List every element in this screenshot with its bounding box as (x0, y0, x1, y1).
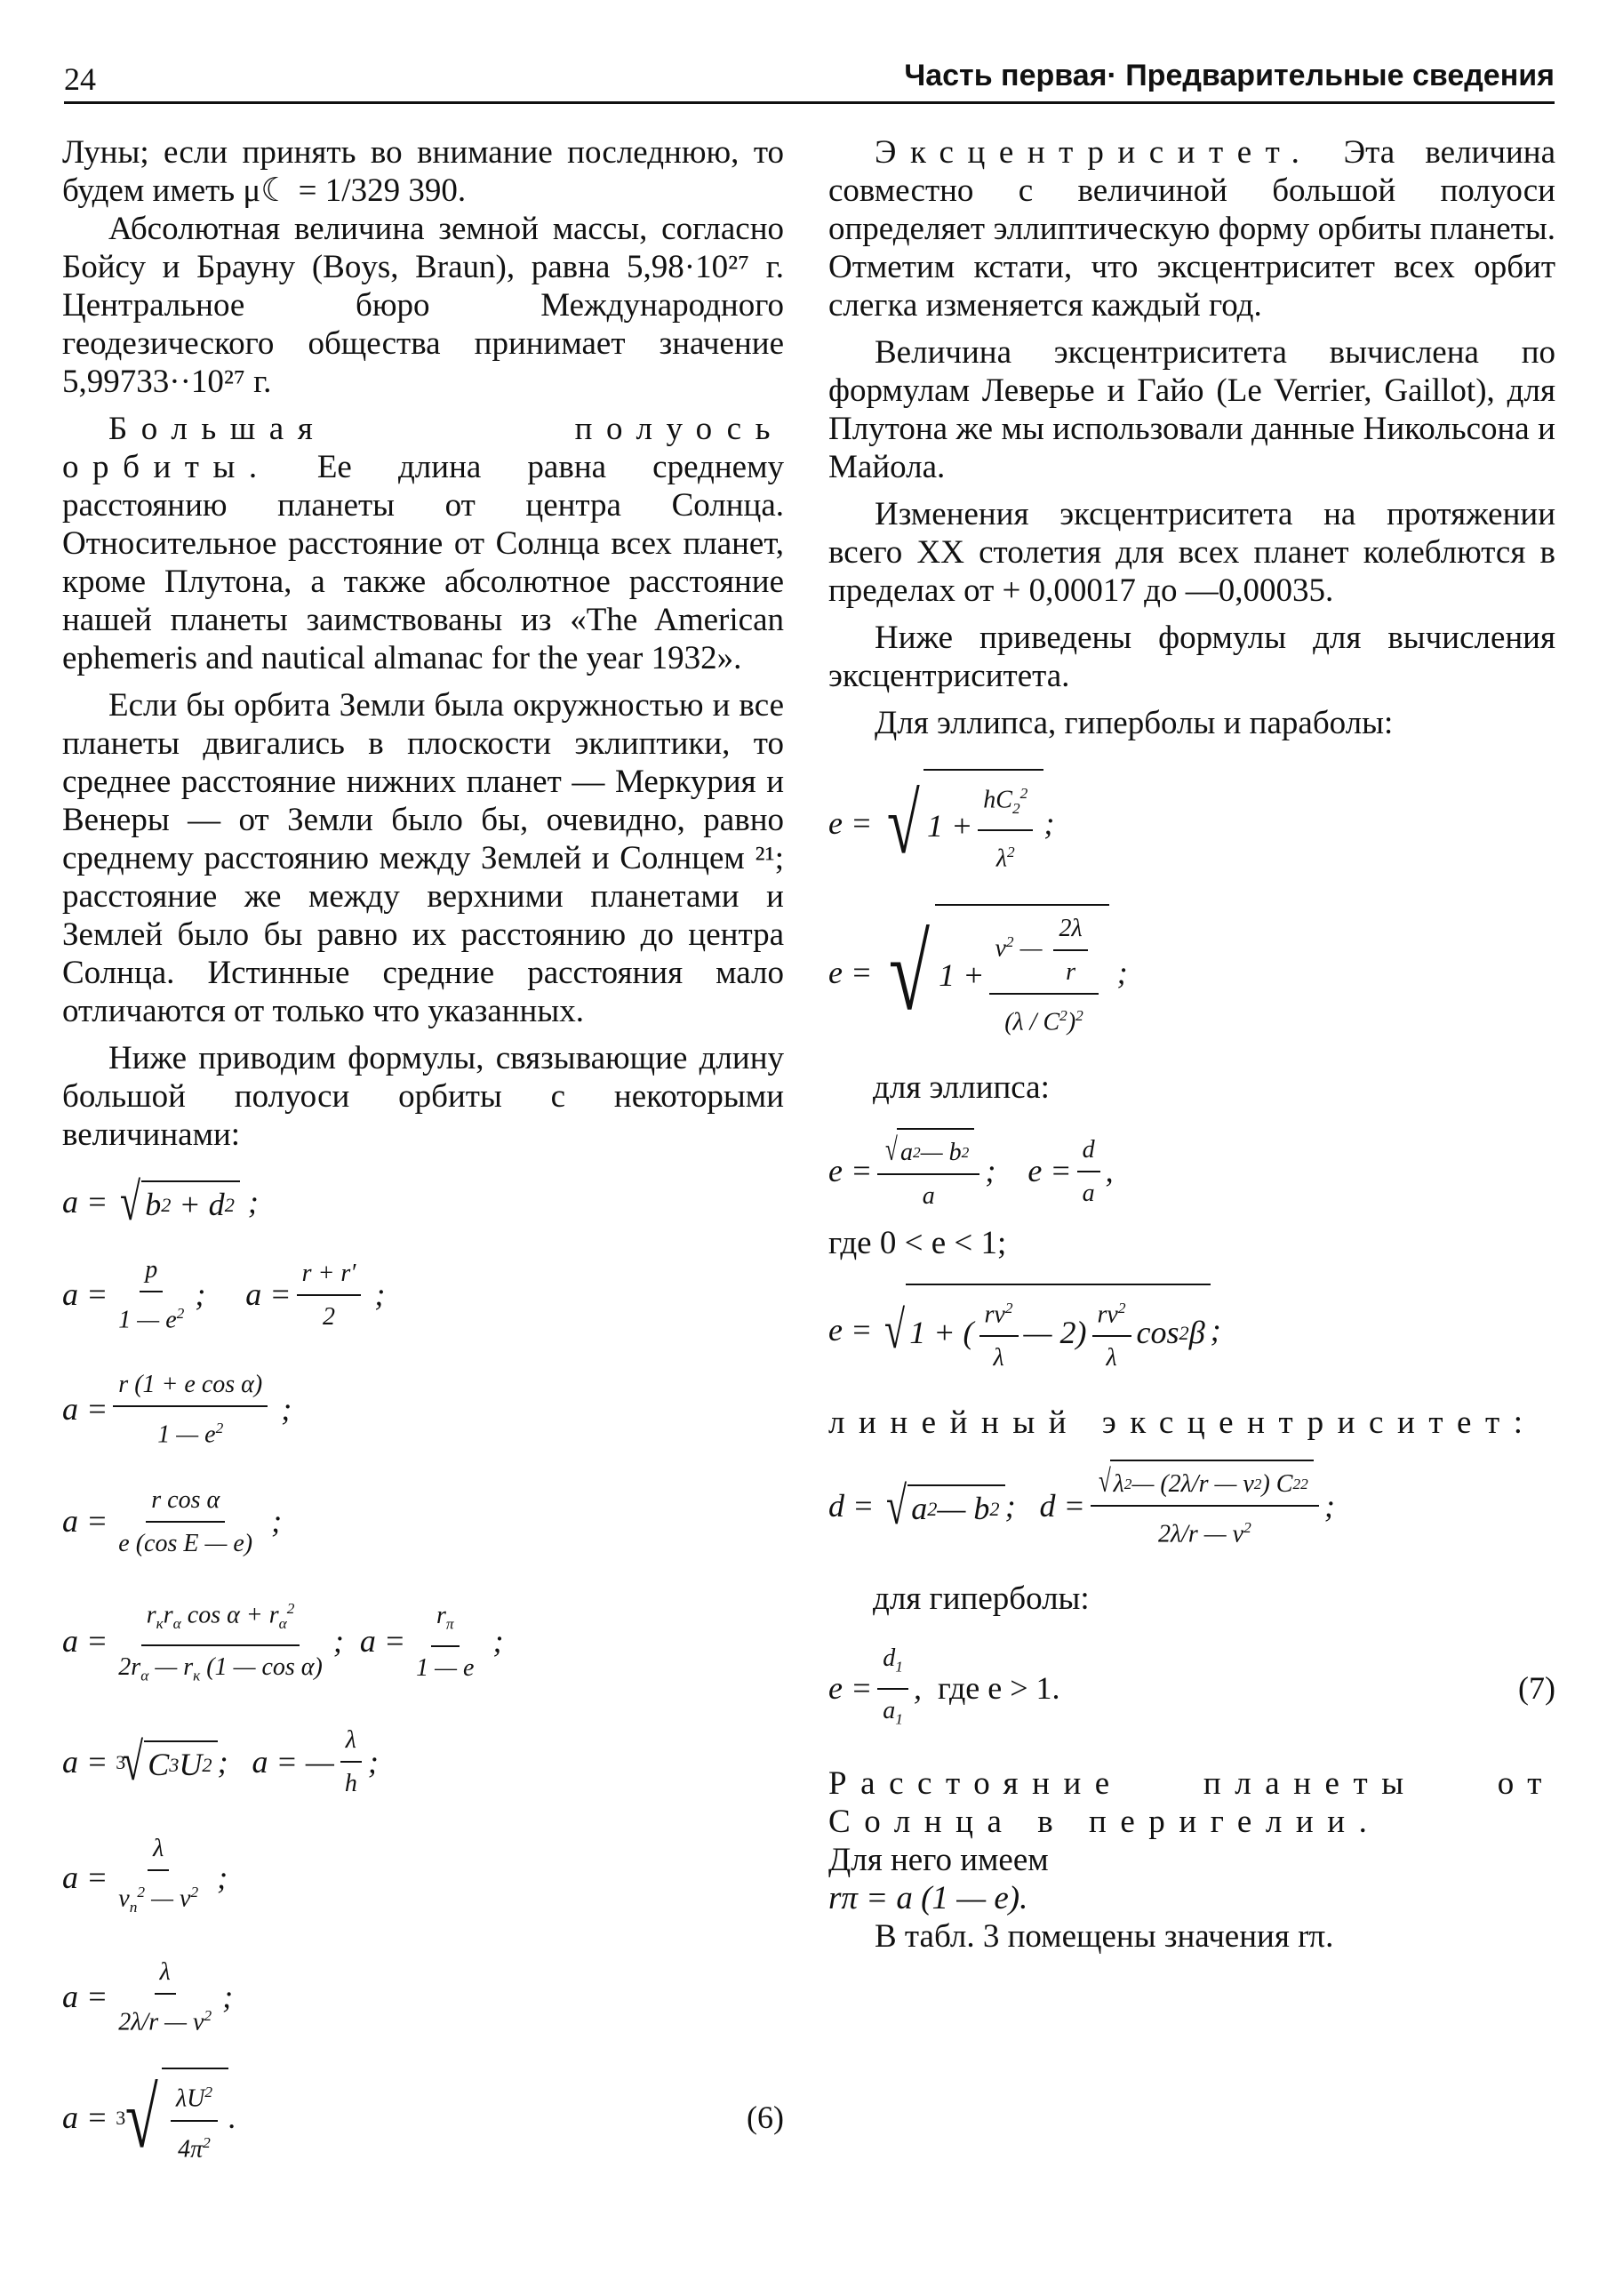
header-rule (64, 101, 1555, 104)
right-column (828, 133, 1555, 1956)
paragraph-earth-mass: Абсолютная величина земной массы, согласно Бойсу и Брауну (Boys, Braun), равна 5,98·10²⁷ г. Центральное бюро Международного геодезического общества принимает значение 5,99733··10²⁷ г. (62, 211, 784, 400)
paragraph-eccentricity-body: Эта величина совместно с величиной большой полуоси определяет эллиптическую форму орбиты планеты. Отметим кстати, что эксцентриситет всех орбит слегка изменяется каждый год. (828, 134, 1555, 324)
left-column (62, 133, 784, 2195)
paragraph-formulas-intro: Ниже приводим формулы, связывающие длину большой полуоси орбиты с некоторыми величинами: (62, 1040, 784, 1153)
formula-a-2l: a = $\frac{\lambda}{2\lambda/r — v^2}$ ; (62, 1953, 784, 2041)
formula-a-cube-root: a = 3 √ $\frac{\lambda U^2}{4\pi^2}$ . (6) (62, 2068, 784, 2168)
label-ellipse: для эллипса: (873, 1068, 1050, 1106)
formula-a-sqrt: a = √ b 2 + d 2 ; (62, 1172, 259, 1231)
formula-a-rk: a = $\frac{r_кr_\alpha \cos \alpha + r_\alpha^2}{2r_\alpha — r_к (1 — \cos \alpha)}$ ; a = $\frac{r_\pi}{1 — e}$ ; (62, 1589, 784, 1695)
running-title: Часть первая· Предварительные сведения (904, 59, 1555, 92)
formula-d: d = √ a 2 — b 2 ; d = √ λ 2 — (2λ/r — v 2 ) C 2 2 2λ/r — $v^2$ ; (828, 1460, 1555, 1553)
equation-number-6: (6) (747, 2100, 784, 2136)
paragraph-table-ref: В табл. 3 помещены значения rπ. (875, 1918, 1334, 1956)
paragraph-semimajor-body: Ее длина равна среднему расстоянию планеты от центра Солнца. Относительное расстояние от Солнца всех планет, кроме Плутона, а также абсолютное расстояние нашей планеты заимствованы из «The American ephemeris and nautical almanac for the year 1932». (62, 449, 784, 676)
heading-perihelion (828, 1764, 1555, 1841)
perihelion-text: Для него имеем (828, 1842, 1049, 1879)
section-heading-eccentricity: Эксцентриситет. (875, 134, 1314, 171)
paragraph-eccentricity (828, 133, 1555, 324)
formula-perihelion: rπ = a (1 — e). (828, 1880, 1028, 1917)
text-where-range: где 0 < e < 1; (828, 1224, 1007, 1261)
paragraph-formulas-below: Ниже приведены формулы для вычисления эксцентриситета. (828, 620, 1555, 694)
formula-e-ellipse: e = √ a 2 — b 2 a ; e = $\frac{d}{a}$ , (828, 1128, 1555, 1215)
page-number: 24 (64, 61, 96, 97)
paragraph-conics: Для эллипса, гиперболы и параболы: (875, 705, 1394, 741)
hyperbola-where: где e > 1. (937, 1670, 1060, 1707)
label-hyperbola: для гиперболы: (873, 1580, 1090, 1618)
formula-a-p: a = $\frac{p}{1 — e^2}$ ; a = $\frac{r + r'}{2}$ ; (62, 1251, 784, 1339)
formula-e-hyperbola: e = $\frac{d_1}{a_1}$ , где e > 1. (7) (828, 1639, 1555, 1738)
paragraph-semimajor-axis (62, 410, 784, 677)
paragraph-moon: Луны; если принять во внимание последнюю, то будем иметь μ☾ = 1/329 390. (62, 134, 784, 209)
formula-a-cosE: a = $\frac{\text{r cos α}}{\text{e (cos E — e)}}$ ; (62, 1481, 784, 1563)
paragraph-earth-orbit: Если бы орбита Земли была окружностью и все планеты двигались в плоскости эклиптики, то среднее расстояние нижних планет — Меркурия и Венеры — от Земли было бы, очевидно, равно среднему расстоянию между Землей и Солнцем ²¹; расстояние же между верхними планетами и Землей было бы равно их расстоянию до центра Солнца. Истинные средние расстояния мало отличаются от только что указанных. (62, 687, 784, 1029)
formula-a-vp: a = $\frac{\lambda}{v_п^2 — v^2}$ ; (62, 1829, 784, 1926)
formula-a-cos: a = $\frac{\text{r (1 + e cos α)}}{1 — e^2}$ ; (62, 1365, 784, 1453)
section-heading-semimajor: Большая полуось орбиты. (62, 411, 784, 485)
paragraph-calc-method: Величина эксцентриситета вычислена по формулам Леверье и Гайо (Le Verrier, Gaillot), для Плутона же мы использовали данные Никольсона и Майола. (828, 334, 1555, 485)
formula-e-v2: e = √ 1 + $v^2$ — $\frac{2\lambda}{r}$ $(\lambda / C^2)^2$ ; (828, 904, 1555, 1041)
formula-e-hc: e = √ 1 + $\frac{hC_2^2}{\lambda^2}$ ; (828, 769, 1555, 877)
paragraph-changes: Изменения эксцентриситета на протяжении всего XX столетия для всех планет колеблются в пределах от + 0,00017 до —0,00035. (828, 496, 1555, 609)
equation-number-7: (7) (1518, 1670, 1555, 1707)
linear-eccentricity-text: линейный эксцентриситет: (828, 1404, 1537, 1441)
formula-e-beta: e = √ 1 + ( $\frac{rv^2}{\lambda}$ — 2) $\frac{rv^2}{\lambda}$ cos 2 β ; (828, 1284, 1555, 1377)
perihelion-heading-text: Расстояние планеты от Солнца в перигелии. (828, 1765, 1555, 1841)
heading-linear-eccentricity (828, 1404, 1555, 1442)
formula-a-cube: a = 3 √ C 3 U 2 ; a = — $\frac{\lambda}{h}$ ; (62, 1721, 784, 1803)
